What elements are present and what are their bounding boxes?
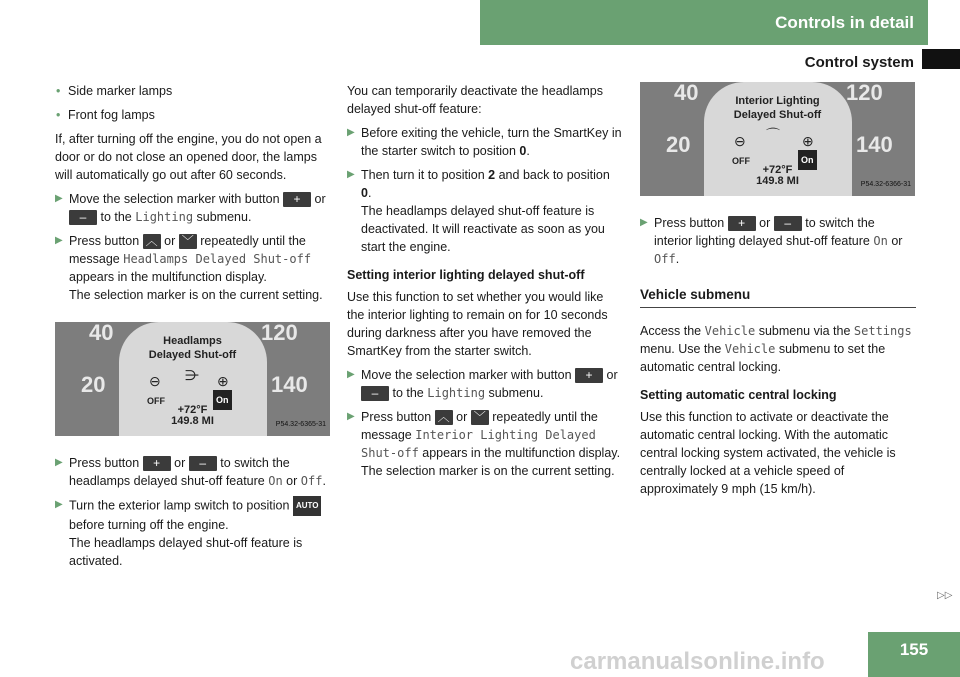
interior-lighting-display-figure [640,82,915,196]
step-arrow-icon: ▶ [347,169,355,180]
column-3 [640,82,916,504]
page-number: 155 [868,632,960,677]
step-arrow-icon: ▶ [347,411,355,422]
plus-circle-icon: ⊕ [802,133,814,149]
minus-button-icon: – [774,216,802,231]
bullet-item: • Front fog lamps [55,106,330,124]
display-title: Headlamps [163,335,222,347]
gauge-number: 140 [856,132,893,157]
instruction-step [55,496,330,570]
step-text: or [456,410,468,424]
paragraph: Use this function to set whether you would like the interior lighting to remain on for 10 seconds during darkness after you have removed the SmartKey from the starter switch. [347,290,608,358]
step-text: Press button [654,216,725,230]
minus-circle-icon: ⊖ [149,373,161,389]
plus-circle-icon: ⊕ [217,373,229,389]
minus-button-icon: – [189,456,217,471]
display-title: Delayed Shut-off [148,349,237,361]
paragraph-text: submenu to set the automatic central locking. [640,342,886,374]
paragraph-text: Access the [640,324,702,338]
minus-circle-icon: ⊖ [734,133,746,149]
figure-code: P54.32-6365-31 [275,421,326,428]
gauge-number: 20 [81,372,106,397]
step-text: or [606,368,618,382]
display-message: Interior Lighting Delayed Shut-off [361,428,596,460]
column-2 [347,82,622,486]
step-arrow-icon: ▶ [55,457,63,468]
section-heading: Vehicle submenu [640,286,916,308]
step-text: Move the selection marker with button [69,192,280,206]
step-text: The selection marker is on the current setting. [361,464,615,478]
next-page-icon: ▷▷ [937,590,953,601]
temperature: +72°F [177,404,208,416]
step-arrow-icon: ▶ [55,499,63,510]
step-text: submenu. [488,386,544,400]
menu-name: Vehicle [724,342,776,356]
subsection-title: Control system [804,54,914,71]
step-text: and back to position [498,168,610,182]
step-text: before turning off the engine. [69,518,229,532]
display-message: Headlamps Delayed Shut-off [123,252,312,266]
subsection-heading: Setting automatic central locking [640,388,837,402]
paragraph-text: submenu via the [758,324,851,338]
step-text: or [174,456,186,470]
figure-code: P54.32-6366-31 [860,181,911,188]
up-button-icon: ︿ [143,234,161,249]
step-text: Press button [69,456,140,470]
step-text: appears in the multifunction display. [422,446,621,460]
step-arrow-icon: ▶ [347,369,355,380]
section-heading: Setting interior lighting delayed shut-off [347,268,585,282]
up-button-icon: ︿ [435,410,453,425]
section-title: Controls in detail [775,12,914,32]
down-button-icon: ﹀ [471,410,489,425]
step-text: Press button [361,410,432,424]
minus-button-icon: – [361,386,389,401]
headlamp-icon: ⋺ [185,367,199,383]
step-arrow-icon: ▶ [640,217,648,228]
paragraph: Use this function to activate or deactivate the automatic central locking. With the automatic central locking system activated, the vehicle is centrally locked at a vehicle speed of approximately 9 mph (15 km/h). [640,410,896,496]
off-label: OFF [147,396,165,406]
step-text: or [891,234,903,248]
gauge-number: 20 [666,132,691,157]
step-text: Move the selection marker with button [361,368,572,382]
intro-paragraph: If, after turning off the engine, you do not open a door or do not close an opened door, the lamps will automatically go out after 60 seconds. [55,132,322,182]
plus-button-icon: + [728,216,756,231]
step-text: Then turn it to position [361,168,485,182]
position-value: 2 [488,168,496,182]
step-text: Before exiting the vehicle, turn the SmartKey in the starter switch to position [361,126,622,158]
instruction-step [55,190,330,226]
instruction-step [347,366,622,402]
instruction-step: ▶ Press button + or – to switch the interior lighting delayed shut-off feature On or Off. [640,216,903,266]
header-spacer [928,0,960,45]
auto-switch-icon: AUTO [293,496,322,516]
menu-name: Vehicle [704,324,756,338]
column-1 [55,82,330,576]
step-text: or [759,216,771,230]
step-arrow-icon: ▶ [347,127,355,138]
gauge-number: 40 [89,322,114,345]
plus-button-icon: + [575,368,603,383]
gauge-number: 140 [271,372,308,397]
watermark: carmanualsonline.info [570,648,825,675]
step-text: or [314,192,326,206]
instruction-step: ▶ Press button + or – to switch the headlamps delayed shut-off feature On or Off. [55,456,326,488]
setting-on: On [873,234,888,248]
bullet-item: • Side marker lamps [55,82,330,100]
step-arrow-icon: ▶ [55,235,63,246]
subsection-marker [922,49,960,69]
setting-off: Off [654,252,676,266]
instruction-step: ▶ Then turn it to position 2 and back to position 0. The headlamps delayed shut-off feature is deactivated. It will reactivate as soon as you start the engine. [347,168,610,254]
plus-button-icon: + [143,456,171,471]
temperature: +72°F [762,164,793,176]
step-text: appears in the multifunction display. [69,270,267,284]
paragraph [640,322,916,376]
display-title: Delayed Shut-off [733,109,822,121]
step-text: The selection marker is on the current setting. [69,288,323,302]
setting-on: On [268,474,283,488]
section-header [480,0,928,45]
instruction-step [347,408,622,480]
gauge-number: 120 [261,322,298,345]
intro-paragraph: You can temporarily deactivate the headlamps delayed shut-off feature: [347,84,603,116]
step-text: or [286,474,298,488]
off-label: OFF [732,156,750,166]
step-text: repeatedly until the message [69,234,306,266]
mileage: 149.8 MI [171,415,214,427]
instruction-step: ▶ Before exiting the vehicle, turn the SmartKey in the starter switch to position 0. [347,126,622,158]
on-label: On [213,390,232,410]
step-text: Press button [69,234,140,248]
interior-light-icon: ⌒ [766,127,780,143]
step-text: to the [100,210,132,224]
step-text: submenu. [196,210,252,224]
step-arrow-icon: ▶ [55,193,63,204]
position-value: 0 [519,144,527,158]
step-text: Turn the exterior lamp switch to position [69,498,290,513]
gauge-number: 40 [674,82,699,105]
display-title: Interior Lighting [735,95,820,107]
step-text: to the [392,386,424,400]
instruction-step [55,232,330,304]
step-text: or [164,234,176,248]
menu-name: Lighting [427,386,486,400]
plus-button-icon: + [283,192,311,207]
menu-name: Lighting [135,210,194,224]
step-text: The headlamps delayed shut-off feature is activated. [69,536,303,568]
step-text: The headlamps delayed shut-off feature is deactivated. It will reactivate as soon as you start the engine. [361,204,605,254]
step-text: repeatedly until the message [361,410,598,442]
setting-off: Off [300,474,323,488]
position-value: 0 [361,186,368,200]
down-button-icon: ﹀ [179,234,197,249]
on-label: On [798,150,817,170]
headlamps-display-figure [55,322,330,436]
mileage: 149.8 MI [756,175,799,187]
step-text: to switch the headlamps delayed shut-off feature [69,456,290,488]
minus-button-icon: – [69,210,97,225]
paragraph-text: menu. Use the [640,342,722,356]
gauge-number: 120 [846,82,883,105]
step-text: to switch the interior lighting delayed shut-off feature [654,216,875,248]
menu-name: Settings [853,324,912,338]
